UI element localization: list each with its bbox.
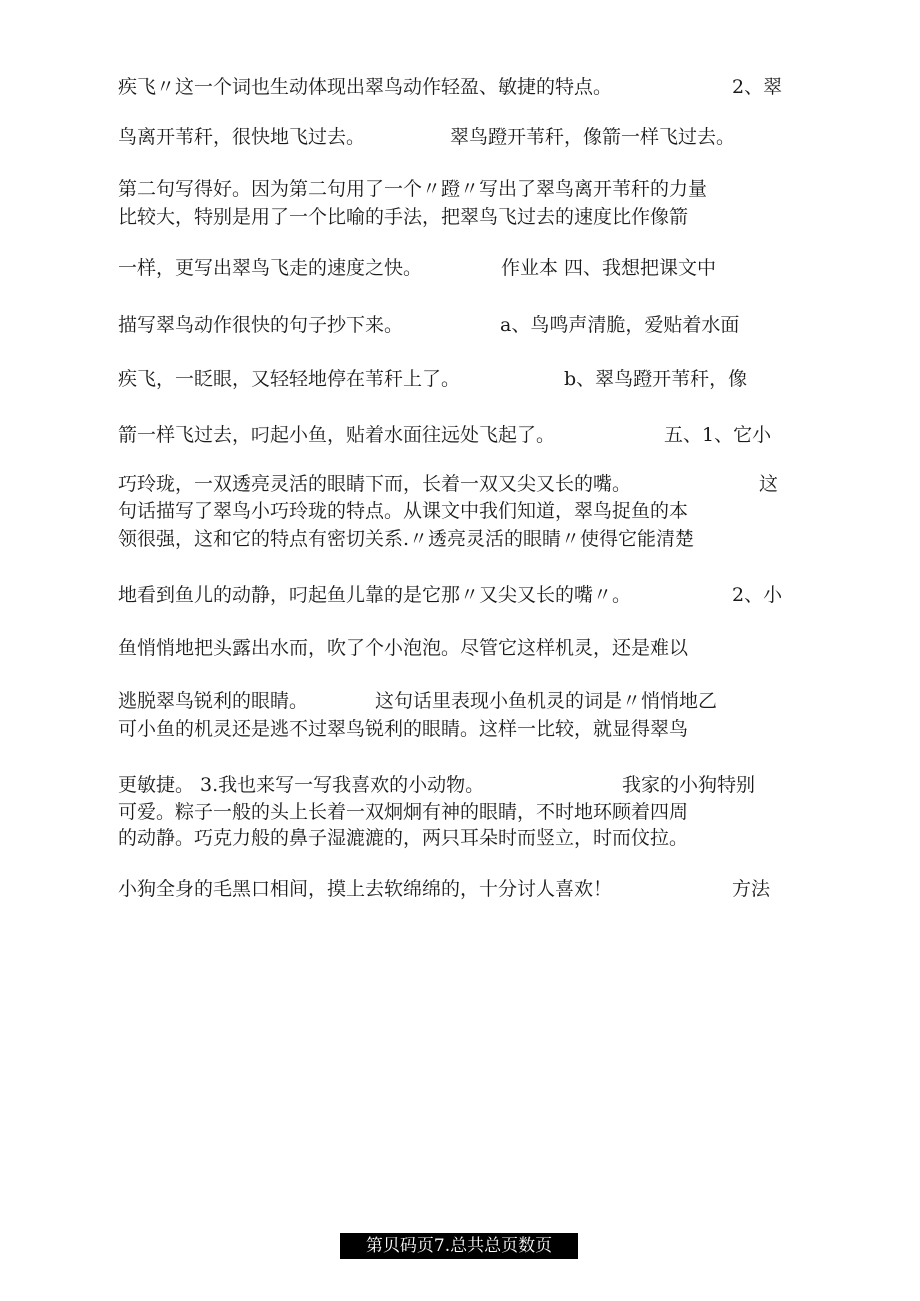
text-line: [118, 688, 788, 714]
text-line: [118, 422, 788, 448]
text-segment: 2、小: [732, 584, 783, 606]
text-segment: 疾飞〃这一个词也生动体现出翠鸟动作轻盈、敏捷的特点。: [118, 76, 613, 98]
text-line: [118, 582, 788, 608]
text-segment: 方法: [732, 878, 771, 900]
text-segment: 2、翠: [732, 76, 783, 98]
text-segment: 翠鸟蹬开苇秆，像箭一样飞过去。: [450, 126, 736, 148]
text-segment: 逃脱翠鸟锐利的眼睛。: [118, 690, 309, 712]
text-segment: a、鸟鸣声清脆，爱贴着水面: [500, 314, 740, 336]
text-segment: 这句话里表现小鱼机灵的词是〃悄悄地乙: [375, 690, 718, 712]
text-segment: 作业本 四、我想把课文中: [501, 257, 717, 279]
text-line: [118, 799, 788, 825]
text-line: [118, 471, 788, 497]
text-line: [118, 498, 788, 524]
text-segment: 地看到鱼儿的动静，叼起鱼儿靠的是它那〃又尖又长的嘴〃。: [118, 584, 632, 606]
text-line: [118, 526, 788, 552]
text-line: [118, 366, 788, 392]
text-line: [118, 204, 788, 230]
text-segment: 这: [759, 473, 779, 495]
page-footer: 第贝码页7.总共总页数页: [340, 1233, 578, 1259]
text-line: [118, 176, 788, 202]
text-line: [118, 825, 788, 851]
text-segment: 鸟离开苇秆，很快地飞过去。: [118, 126, 366, 148]
text-line: [118, 124, 788, 150]
text-line: [118, 876, 788, 902]
text-line: [118, 312, 788, 338]
text-segment: 领很强，这和它的特点有密切关系.〃透亮灵活的眼睛〃使得它能清楚: [118, 528, 695, 550]
text-segment: 五、1、它小: [664, 424, 772, 446]
text-segment: 疾飞，一眨眼，又轻轻地停在苇秆上了。: [118, 368, 461, 390]
text-segment: 巧玲珑，一双透亮灵活的眼睛下而，长着一双又尖又长的嘴。: [118, 473, 632, 495]
text-line: [118, 716, 788, 742]
text-segment: 比较大，特别是用了一个比喻的手法，把翠鸟飞过去的速度比作像箭: [118, 206, 689, 228]
text-segment: 鱼悄悄地把头露出水而，吹了个小泡泡。尽管它这样机灵，还是难以: [118, 637, 689, 659]
text-segment: 第二句写得好。因为第二句用了一个〃蹬〃写出了翠鸟离开苇秆的力量: [118, 178, 708, 200]
text-segment: 一样，更写出翠鸟飞走的速度之快。: [118, 257, 423, 279]
text-segment: 可小鱼的机灵还是逃不过翠鸟锐利的眼睛。这样一比较，就显得翠鸟: [118, 718, 689, 740]
text-segment: 描写翠鸟动作很快的句子抄下来。: [118, 314, 404, 336]
text-line: [118, 255, 788, 281]
text-segment: 小狗全身的毛黑口相间，摸上去软绵绵的，十分讨人喜欢！: [118, 878, 613, 900]
text-segment: 的动静。巧克力般的鼻子湿漉漉的，两只耳朵时而竖立，时而伩拉。: [118, 827, 689, 849]
text-segment: b、翠鸟蹬开苇秆，像: [564, 368, 748, 390]
text-segment: 句话描写了翠鸟小巧玲珑的特点。从课文中我们知道，翠鸟捉鱼的本: [118, 500, 689, 522]
text-segment: 箭一样飞过去，叼起小鱼，贴着水面往远处飞起了。: [118, 424, 556, 446]
text-line: [118, 635, 788, 661]
text-line: [118, 772, 788, 798]
text-segment: 更敏捷。 3.我也来写一写我喜欢的小动物。: [118, 774, 485, 796]
text-segment: 我家的小狗特别: [622, 774, 756, 796]
text-segment: 可爱。粽子一般的头上长着一双炯炯有神的眼睛，不时地环顾着四周: [118, 801, 689, 823]
text-line: [118, 74, 788, 100]
